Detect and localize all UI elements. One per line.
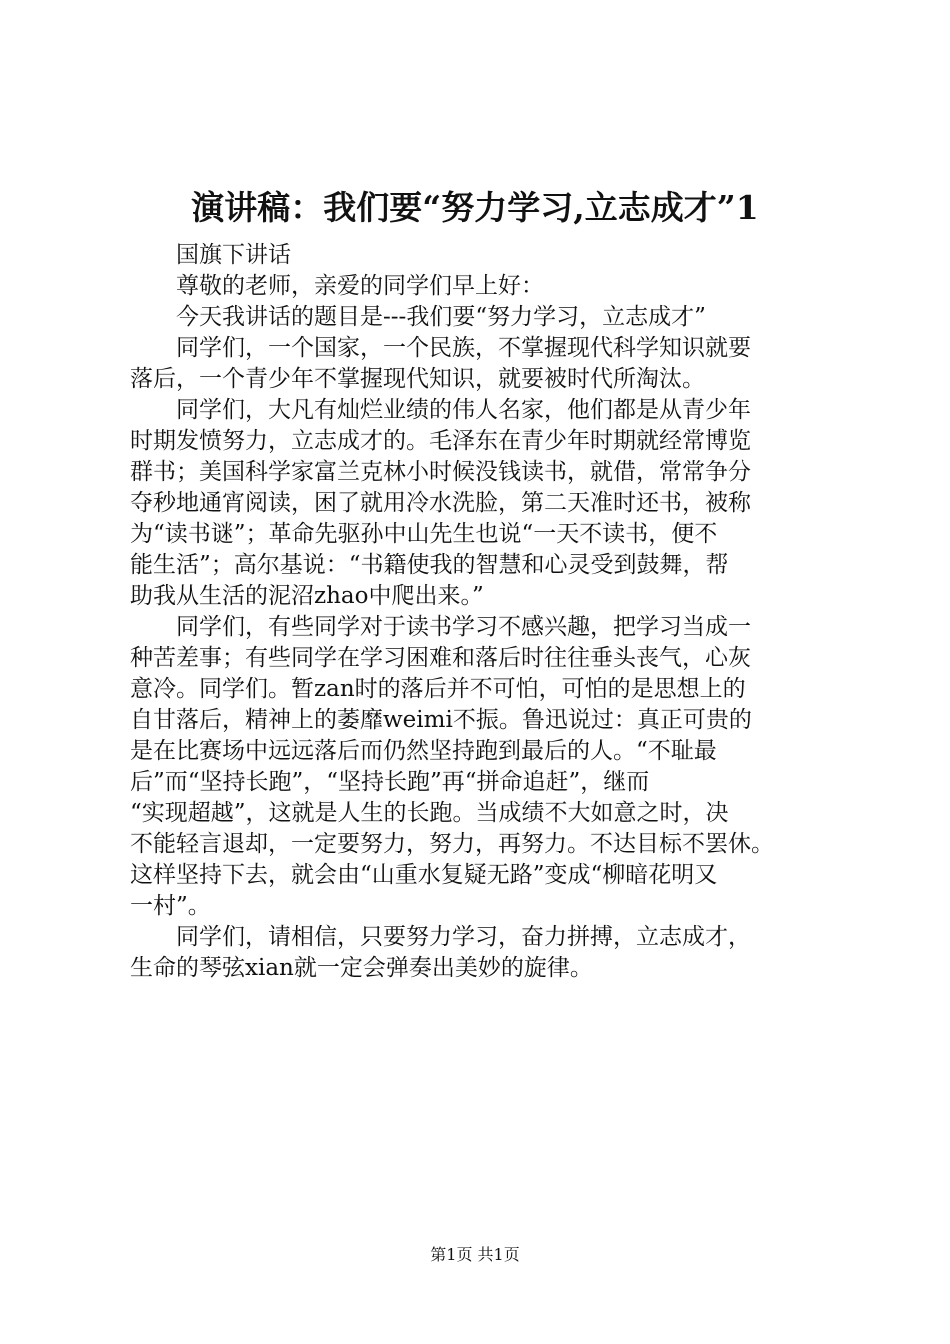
text-line: 国旗下讲话: [176, 242, 291, 268]
paragraph-topic: [130, 302, 830, 333]
text-line: “实现超越”，这就是人生的长跑。当成绩不大如意之时，决: [130, 800, 729, 826]
paragraph-3: [130, 612, 830, 922]
text-line: 自甘落后，精神上的萎靡weimi不振。鲁迅说过：真正可贵的: [130, 707, 752, 733]
text-line: 后”而“坚持长跑”，“坚持长跑”再“拼命追赶”，继而: [130, 769, 650, 795]
text-line: 落后，一个青少年不掌握现代知识，就要被时代所淘汰。: [130, 366, 705, 392]
paragraph-1: [130, 333, 830, 395]
text-line: 一村”。: [130, 893, 211, 919]
text-line: 群书；美国科学家富兰克林小时候没钱读书，就借，常常争分: [130, 459, 751, 485]
text-line: 这样坚持下去，就会由“山重水复疑无路”变成“柳暗花明又: [130, 862, 718, 888]
paragraph-greeting: [130, 271, 830, 302]
text-line: 同学们，大凡有灿烂业绩的伟人名家，他们都是从青少年: [176, 397, 751, 423]
text-line: 生命的琴弦xian就一定会弹奏出美妙的旋律。: [130, 955, 593, 981]
page-footer: 第1页 共1页: [430, 1245, 520, 1264]
text-line: 助我从生活的泥沼zhao中爬出来。”: [130, 583, 484, 609]
text-line: 不能轻言退却，一定要努力，努力，再努力。不达目标不罢休。: [130, 831, 774, 857]
paragraph-4: [130, 922, 830, 984]
paragraph-2: [130, 395, 830, 612]
text-line: 夺秒地通宵阅读，困了就用冷水洗脸，第二天准时还书，被称: [130, 490, 751, 516]
document-title: 演讲稿：我们要“努力学习,立志成才”1: [191, 188, 759, 227]
text-line: 是在比赛场中远远落后而仍然坚持跑到最后的人。“不耻最: [130, 738, 717, 764]
text-line: 同学们，一个国家，一个民族，不掌握现代科学知识就要: [176, 335, 751, 361]
text-line: 种苦差事；有些同学在学习困难和落后时往往垂头丧气，心灰: [130, 645, 751, 671]
text-line: 能生活”；高尔基说：“书籍使我的智慧和心灵受到鼓舞，帮: [130, 552, 729, 578]
paragraph-occasion: [130, 240, 830, 271]
text-line: 同学们，有些同学对于读书学习不感兴趣，把学习当成一: [176, 614, 751, 640]
text-line: 今天我讲话的题目是---我们要“努力学习，立志成才”: [176, 304, 706, 330]
document-body: [130, 240, 830, 984]
text-line: 意冷。同学们。暂zan时的落后并不可怕，可怕的是思想上的: [130, 676, 746, 702]
text-line: 时期发愤努力，立志成才的。毛泽东在青少年时期就经常博览: [130, 428, 751, 454]
text-line: 尊敬的老师，亲爱的同学们早上好：: [176, 273, 544, 299]
text-line: 同学们，请相信，只要努力学习，奋力拼搏，立志成才，: [176, 924, 751, 950]
text-line: 为“读书谜”；革命先驱孙中山先生也说“一天不读书，便不: [130, 521, 718, 547]
